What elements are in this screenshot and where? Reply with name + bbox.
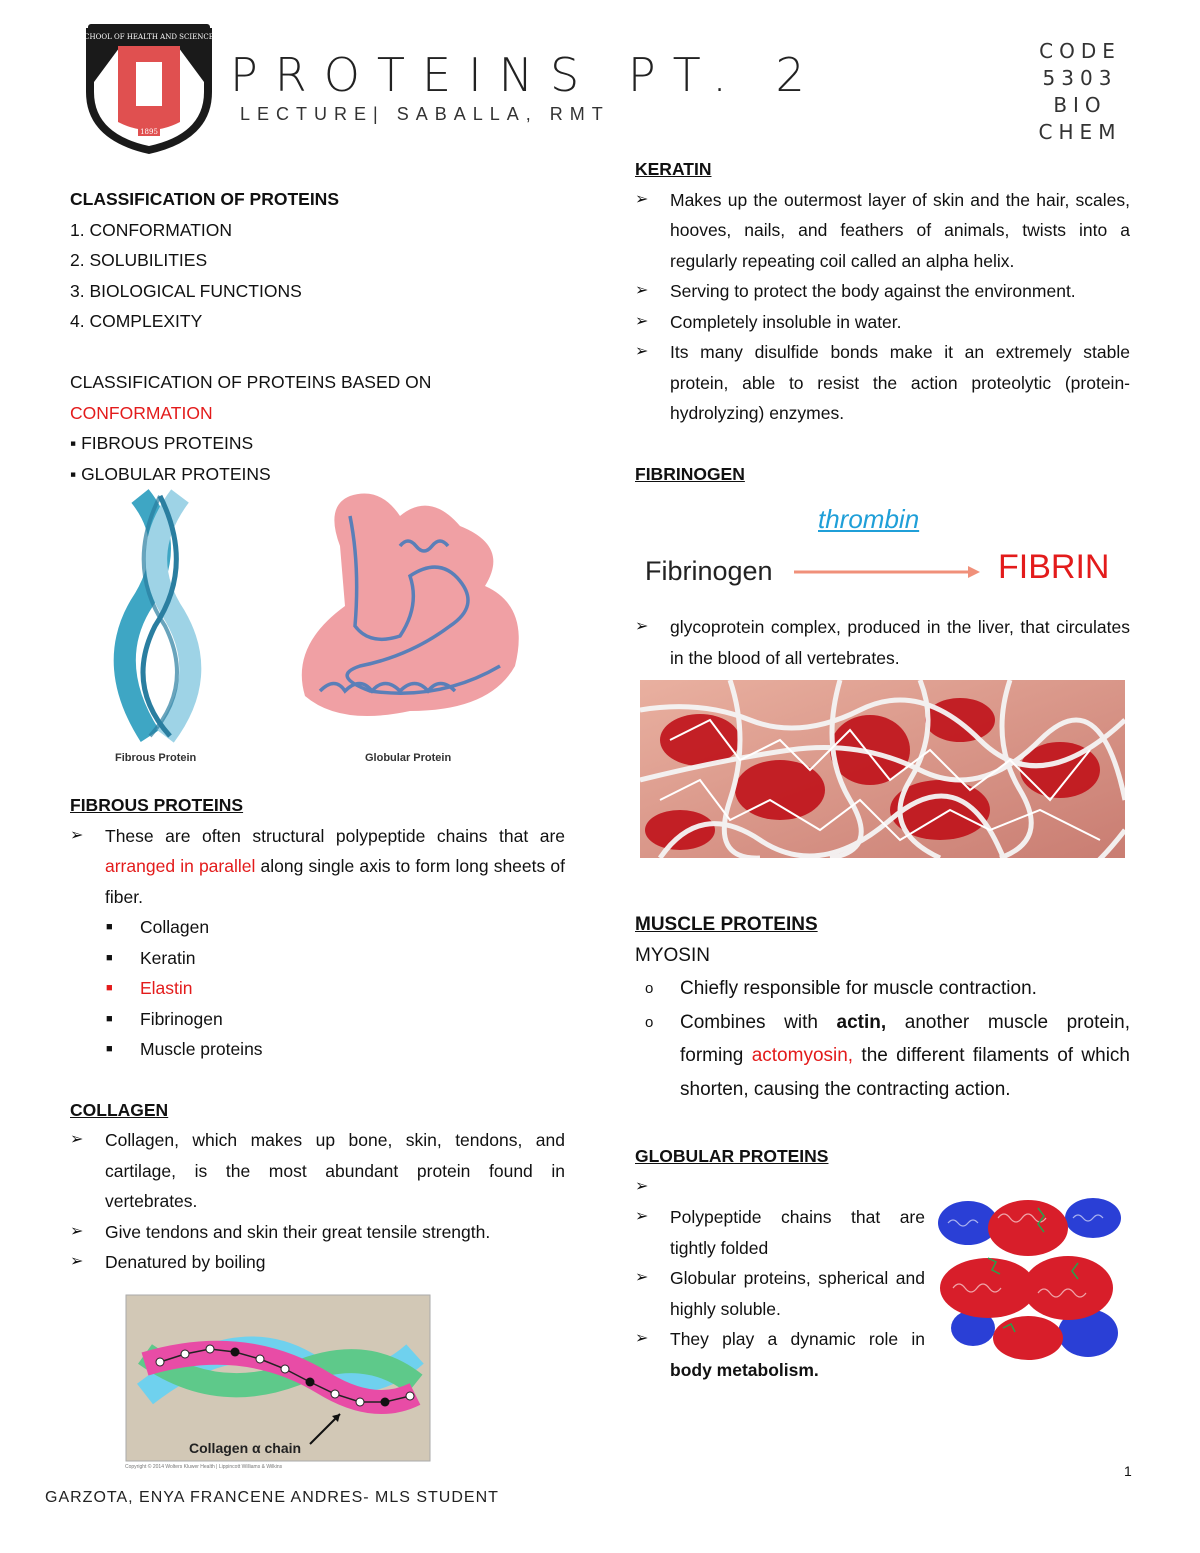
circle-bullet-icon: o (645, 1013, 654, 1031)
classification-item: 1. CONFORMATION (70, 219, 233, 240)
circle-bullet-icon: o (645, 980, 654, 997)
classification-item: 2. SOLUBILITIES (70, 250, 208, 270)
fibrous-protein-illustration (125, 496, 191, 736)
arrow-bullet-icon: ➢ (70, 1253, 84, 1270)
arrow-bullet-icon: ➢ (635, 343, 649, 360)
conformation-label: CONFORMATION (70, 402, 213, 423)
arrow-bullet-icon: ➢ (635, 190, 649, 208)
code-line: 5303 (1042, 66, 1118, 90)
fibrous-example: ■ Collagen (70, 912, 565, 943)
globular-protein-illustration (302, 494, 519, 717)
arrow-bullet-icon: ➢ (635, 1177, 649, 1195)
classification-section (70, 184, 570, 489)
globular-figure-label: Globular Protein (365, 752, 452, 764)
fibrous-heading: FIBROUS PROTEINS (70, 795, 244, 815)
arrow-bullet-icon: ➢ (635, 282, 649, 299)
arrow-bullet-icon: ➢ (70, 1222, 84, 1240)
muscle-section (635, 910, 1130, 1106)
collagen-bullet: ➢ Denatured by boiling (70, 1247, 565, 1278)
arrow-bullet-icon: ➢ (635, 618, 649, 635)
keratin-section (635, 154, 1130, 489)
fibrin-mesh-image (640, 680, 1125, 858)
collagen-bullet: ➢ Collagen, which makes up bone, skin, tendons, and cartilage, is the most abundant protein found in vertebrates. (70, 1125, 565, 1217)
empty-bullet (635, 1172, 925, 1203)
footer-author: GARZOTA, ENYA FRANCENE ANDRES- MLS STUDENT (45, 1489, 499, 1506)
myosin-item: o Chiefly responsible for muscle contraction. (635, 972, 1130, 1006)
square-bullet-icon: ■ (106, 1043, 113, 1055)
arrow-bullet-icon: ➢ (635, 1269, 649, 1286)
collagen-figure (125, 1294, 431, 1472)
school-logo (78, 22, 220, 158)
type-item: ▪ GLOBULAR PROTEINS (70, 463, 271, 484)
arrow-bullet-icon: ➢ (635, 1330, 649, 1347)
fibrous-example: ■ Muscle proteins (70, 1034, 565, 1065)
arrow-right-icon (792, 562, 982, 582)
fibrous-example: ■ Fibrinogen (70, 1004, 565, 1035)
hemoglobin-structure-image (928, 1178, 1133, 1373)
globular-bullet: ➢ They play a dynamic role in body metabolism. (635, 1324, 925, 1385)
fibrous-section (70, 790, 565, 1278)
square-bullet-icon: ■ (106, 951, 113, 964)
svg-text:1895: 1895 (140, 128, 158, 136)
globular-section (635, 1141, 925, 1385)
fibrous-example: ■ Elastin (70, 973, 565, 1004)
fibrous-figure-label: Fibrous Protein (115, 752, 197, 764)
protein-types-figure (110, 486, 540, 771)
myosin-label: MYOSIN (635, 945, 710, 966)
page-number: 1 (1124, 1463, 1132, 1479)
collagen-figure-label: Collagen α chain (189, 1440, 302, 1456)
collagen-copyright: Copyright © 2014 Wolters Kluwer Health | Lippincott Williams & Wilkins (125, 1464, 283, 1470)
myosin-item: o Combines with actin, another muscle protein, forming actomyosin, the different filaments of which shorten, causing the contracting action. (635, 1006, 1130, 1107)
keratin-bullet: ➢ Serving to protect the body against the environment. (635, 276, 1130, 307)
square-bullet-icon: ■ (106, 1012, 113, 1025)
svg-text:SCHOOL OF HEALTH AND SCIENCES: SCHOOL OF HEALTH AND SCIENCES (79, 33, 219, 41)
arrow-bullet-icon: ➢ (70, 826, 84, 844)
code-line: CODE (1039, 39, 1121, 63)
fibrinogen-label: Fibrinogen (645, 556, 773, 586)
code-line: CHEM (1038, 120, 1122, 144)
arrow-bullet-icon: ➢ (635, 312, 649, 330)
code-line: BIO (1053, 93, 1107, 117)
square-bullet-icon: ■ (106, 982, 113, 994)
collagen-heading: COLLAGEN (70, 1099, 169, 1120)
muscle-heading: MUSCLE PROTEINS (635, 914, 818, 935)
arrow-bullet-icon: ➢ (635, 1208, 649, 1225)
collagen-bullet: ➢ Give tendons and skin their great tensile strength. (70, 1217, 565, 1248)
globular-heading: GLOBULAR PROTEINS (635, 1146, 829, 1166)
fibrinogen-bullet: ➢ glycoprotein complex, produced in the liver, that circulates in the blood of all vertebrates. (635, 612, 1130, 673)
fibrin-conversion-diagram (640, 500, 1130, 600)
fibrous-bullet: ➢ These are often structural polypeptide chains that are arranged in parallel along single axis to form long sheets of fiber. (70, 821, 565, 913)
square-bullet-icon: ■ (106, 921, 113, 933)
globular-bullet: ➢ Polypeptide chains that are tightly folded (635, 1202, 925, 1263)
fibrinogen-heading: FIBRINOGEN (635, 463, 745, 484)
classification-item: 3. BIOLOGICAL FUNCTIONS (70, 280, 302, 301)
keratin-bullet: ➢ Completely insoluble in water. (635, 307, 1130, 338)
fibrous-example: ■ Keratin (70, 943, 565, 974)
type-item: ▪ FIBROUS PROTEINS (70, 433, 254, 453)
keratin-bullet: ➢ Makes up the outermost layer of skin and the hair, scales, hooves, nails, and feathers of animals, twists into a regularly repeating coil called an alpha helix. (635, 185, 1130, 277)
arrow-bullet-icon: ➢ (70, 1131, 84, 1148)
classification-title: CLASSIFICATION OF PROTEINS (70, 189, 339, 209)
fibrin-label: FIBRIN (998, 548, 1110, 586)
based-on-line: CLASSIFICATION OF PROTEINS BASED ON (70, 372, 432, 392)
keratin-bullet: ➢ Its many disulfide bonds make it an extremely stable protein, able to resist the action proteolytic (protein-hydrolyzing) enzymes. (635, 337, 1130, 429)
page-title: PROTEINS PT. 2 (230, 48, 822, 102)
thrombin-label: thrombin (818, 504, 920, 534)
course-code (1030, 38, 1130, 146)
page-subtitle: LECTURE| SABALLA, RMT (240, 104, 610, 124)
globular-bullet: ➢ Globular proteins, spherical and highly soluble. (635, 1263, 925, 1324)
fibrinogen-description (635, 612, 1130, 673)
classification-item: 4. COMPLEXITY (70, 311, 203, 331)
keratin-heading: KERATIN (635, 159, 712, 179)
